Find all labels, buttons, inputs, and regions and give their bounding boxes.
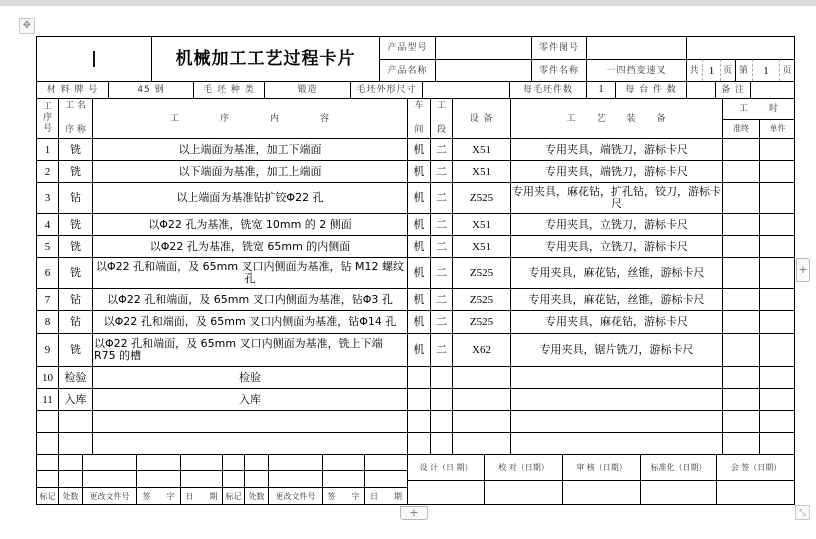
cell-op-content[interactable] bbox=[92, 432, 407, 454]
cell-op-content[interactable]: 检验 bbox=[92, 366, 407, 388]
change-record-cell[interactable] bbox=[82, 470, 136, 487]
change-record-cell[interactable] bbox=[364, 470, 407, 487]
cell-tooling[interactable]: 专用夹具，端铣刀，游标卡尺 bbox=[510, 138, 722, 160]
cell-workshop[interactable]: 机 bbox=[407, 160, 430, 182]
product-name-value[interactable] bbox=[435, 59, 531, 81]
total-pages-value[interactable]: 1 bbox=[702, 59, 720, 81]
add-row-button[interactable]: + bbox=[400, 506, 428, 520]
col-header-workshop bbox=[407, 98, 430, 138]
cell-op-name[interactable]: 钻 bbox=[58, 310, 92, 333]
card-title: 机械加工工艺过程卡片 bbox=[151, 36, 379, 81]
table-right-border bbox=[794, 36, 795, 505]
part-drawing-no-label: 零件图号 bbox=[531, 36, 586, 59]
pieces-per-unit-value[interactable] bbox=[686, 81, 715, 98]
cell-op-name[interactable]: 铣 bbox=[58, 160, 92, 182]
cell-op-name[interactable]: 铣 bbox=[58, 213, 92, 235]
cell-hours-prep[interactable] bbox=[722, 288, 759, 310]
col-header-op-name bbox=[58, 98, 92, 138]
cell-section[interactable] bbox=[430, 432, 452, 454]
col-header-section bbox=[430, 98, 452, 138]
cell-hours-prep[interactable] bbox=[722, 432, 759, 454]
cell-tooling[interactable]: 专用夹具，麻花钻，扩孔钻，铰刀，游标卡尺 bbox=[510, 182, 722, 213]
col-header-tooling: 工 艺 装 备 bbox=[510, 98, 722, 138]
cell-op-content[interactable]: 以Φ22 孔为基准，铣宽 10mm 的 2 侧面 bbox=[92, 213, 407, 235]
change-record-header: 处数 bbox=[58, 487, 82, 505]
cell-section[interactable]: 二 bbox=[430, 235, 452, 257]
cell-op-no[interactable]: 5 bbox=[36, 235, 58, 257]
cell-op-no[interactable]: 7 bbox=[36, 288, 58, 310]
cell-tooling[interactable]: 专用夹具，立铣刀，游标卡尺 bbox=[510, 235, 722, 257]
add-column-button[interactable]: + bbox=[796, 258, 810, 282]
cell-op-content[interactable]: 以Φ22 孔和端面，及 65mm 叉口内侧面为基准，铣上下端 R75 的槽 bbox=[92, 333, 407, 366]
approval-signature-cell[interactable] bbox=[407, 480, 484, 505]
page-no-value[interactable]: 1 bbox=[752, 59, 779, 81]
change-record-header: 标记 bbox=[36, 487, 58, 505]
cell-op-name[interactable]: 钻 bbox=[58, 288, 92, 310]
cell-tooling[interactable]: 专用夹具，麻花钻，丝锥，游标卡尺 bbox=[510, 257, 722, 288]
col-header-content: 工 序 内 容 bbox=[92, 98, 407, 138]
app-top-bar bbox=[0, 0, 816, 6]
col-header-hours-prep: 准终 bbox=[722, 119, 759, 138]
cell-tooling[interactable]: 专用夹具，端铣刀，游标卡尺 bbox=[510, 160, 722, 182]
col-header-hours: 工 时 bbox=[722, 98, 795, 119]
change-record-cell[interactable] bbox=[58, 470, 82, 487]
cell-op-name[interactable] bbox=[58, 432, 92, 454]
cell-op-name[interactable]: 钻 bbox=[58, 182, 92, 213]
change-record-cell[interactable] bbox=[268, 454, 322, 470]
total-pages-unit: 页 bbox=[720, 59, 735, 81]
cell-hours-unit[interactable] bbox=[759, 138, 795, 160]
approval-label: 审 核（日期） bbox=[562, 454, 640, 480]
cell-workshop[interactable]: 机 bbox=[407, 213, 430, 235]
cell-equipment[interactable]: X51 bbox=[452, 235, 510, 257]
cell-hours-unit[interactable] bbox=[759, 235, 795, 257]
col-header-hours-unit: 单件 bbox=[759, 119, 795, 138]
cell-op-no[interactable]: 3 bbox=[36, 182, 58, 213]
cell-hours-prep[interactable] bbox=[722, 213, 759, 235]
col-header-op-name-top: 工 名 bbox=[65, 101, 86, 111]
cell-equipment[interactable]: X51 bbox=[452, 213, 510, 235]
cell-workshop[interactable]: 机 bbox=[407, 288, 430, 310]
product-model-value[interactable] bbox=[435, 36, 531, 59]
cell-op-content[interactable]: 以Φ22 孔和端面，及 65mm 叉口内侧面为基准，钻 M12 螺纹孔 bbox=[92, 257, 407, 288]
cell-op-no[interactable]: 1 bbox=[36, 138, 58, 160]
table-resize-handle-icon[interactable]: ⤡ bbox=[795, 505, 810, 520]
part-name-value[interactable]: 一四挡变速叉 bbox=[586, 59, 686, 81]
blank-size-value[interactable] bbox=[422, 81, 509, 98]
cell-tooling[interactable]: 专用夹具，麻花钻，丝锥，游标卡尺 bbox=[510, 288, 722, 310]
cell-equipment[interactable] bbox=[452, 432, 510, 454]
cell-tooling[interactable]: 专用夹具，立铣刀，游标卡尺 bbox=[510, 213, 722, 235]
cell-equipment[interactable]: X51 bbox=[452, 138, 510, 160]
cell-section[interactable] bbox=[430, 410, 452, 432]
page-no-label: 第 bbox=[735, 59, 752, 81]
cell-op-name[interactable]: 铣 bbox=[58, 257, 92, 288]
cell-op-no[interactable]: 9 bbox=[36, 333, 58, 366]
blank-size-label: 毛坯外形尺寸 bbox=[350, 81, 422, 98]
text-cursor bbox=[93, 51, 95, 67]
change-record-header: 签 字 bbox=[322, 487, 364, 505]
cell-tooling[interactable] bbox=[510, 388, 722, 410]
total-pages-label: 共 bbox=[686, 59, 702, 81]
part-name-label: 零件名称 bbox=[531, 59, 586, 81]
cell-hours-unit[interactable] bbox=[759, 310, 795, 333]
col-header-op-name-bottom: 序 称 bbox=[65, 125, 86, 135]
cell-workshop[interactable] bbox=[407, 366, 430, 388]
cell-hours-prep[interactable] bbox=[722, 310, 759, 333]
cell-workshop[interactable] bbox=[407, 410, 430, 432]
blank-type-value[interactable]: 锻造 bbox=[264, 81, 350, 98]
cell-op-no[interactable]: 2 bbox=[36, 160, 58, 182]
cell-equipment[interactable] bbox=[452, 366, 510, 388]
cell-hours-prep[interactable] bbox=[722, 182, 759, 213]
pieces-per-unit-label: 每 台 件 数 bbox=[615, 81, 686, 98]
cell-hours-prep[interactable] bbox=[722, 138, 759, 160]
cell-equipment[interactable] bbox=[452, 410, 510, 432]
cell-section[interactable]: 二 bbox=[430, 138, 452, 160]
cell-tooling[interactable] bbox=[510, 410, 722, 432]
change-record-cell[interactable] bbox=[244, 470, 268, 487]
cell-op-name[interactable]: 铣 bbox=[58, 138, 92, 160]
cell-hours-prep[interactable] bbox=[722, 333, 759, 366]
cell-equipment[interactable]: Z525 bbox=[452, 288, 510, 310]
approval-signature-cell[interactable] bbox=[640, 480, 716, 505]
cell-op-content[interactable]: 入库 bbox=[92, 388, 407, 410]
cell-equipment[interactable]: X62 bbox=[452, 333, 510, 366]
cell-hours-unit[interactable] bbox=[759, 388, 795, 410]
change-record-cell[interactable] bbox=[180, 470, 222, 487]
cell-op-content[interactable]: 以Φ22 孔为基准，铣宽 65mm 的内侧面 bbox=[92, 235, 407, 257]
change-record-cell[interactable] bbox=[268, 470, 322, 487]
logo-cell[interactable] bbox=[36, 36, 151, 81]
approval-signature-cell[interactable] bbox=[484, 480, 562, 505]
cell-section[interactable] bbox=[430, 366, 452, 388]
change-record-cell[interactable] bbox=[36, 454, 58, 470]
remarks-label: 备 注 bbox=[715, 81, 750, 98]
product-name-label: 产品名称 bbox=[379, 59, 435, 81]
col-header-op-no bbox=[36, 98, 58, 138]
cell-workshop[interactable]: 机 bbox=[407, 257, 430, 288]
cell-op-no[interactable]: 8 bbox=[36, 310, 58, 333]
change-record-cell[interactable] bbox=[136, 454, 180, 470]
cell-op-name[interactable]: 入库 bbox=[58, 388, 92, 410]
change-record-header: 标记 bbox=[222, 487, 244, 505]
cell-workshop[interactable]: 机 bbox=[407, 310, 430, 333]
change-record-cell[interactable] bbox=[58, 454, 82, 470]
cell-op-content[interactable]: 以上端面为基准，加工下端面 bbox=[92, 138, 407, 160]
cell-section[interactable]: 二 bbox=[430, 213, 452, 235]
cell-hours-unit[interactable] bbox=[759, 160, 795, 182]
change-record-cell[interactable] bbox=[244, 454, 268, 470]
cell-tooling[interactable]: 专用夹具，麻花钻，游标卡尺 bbox=[510, 310, 722, 333]
cell-hours-unit[interactable] bbox=[759, 288, 795, 310]
cell-op-no[interactable]: 4 bbox=[36, 213, 58, 235]
cell-workshop[interactable]: 机 bbox=[407, 182, 430, 213]
approval-label: 标准化（日期） bbox=[640, 454, 716, 480]
change-record-cell[interactable] bbox=[322, 454, 364, 470]
cell-hours-unit[interactable] bbox=[759, 182, 795, 213]
change-record-cell[interactable] bbox=[222, 454, 244, 470]
change-record-header: 日 期 bbox=[364, 487, 407, 505]
col-header-op-no-char: 号 bbox=[42, 124, 52, 134]
cell-op-content[interactable]: 以下端面为基准，加工上端面 bbox=[92, 160, 407, 182]
table-bottom-border bbox=[36, 504, 795, 505]
change-record-cell[interactable] bbox=[322, 470, 364, 487]
change-record-cell[interactable] bbox=[136, 470, 180, 487]
cell-equipment[interactable]: Z525 bbox=[452, 257, 510, 288]
col-header-section-bottom: 段 bbox=[436, 125, 446, 135]
change-record-cell[interactable] bbox=[180, 454, 222, 470]
cell-section[interactable]: 二 bbox=[430, 288, 452, 310]
approval-signature-cell[interactable] bbox=[562, 480, 640, 505]
change-record-cell[interactable] bbox=[36, 470, 58, 487]
header-extra-cell[interactable] bbox=[686, 36, 795, 59]
remarks-value[interactable] bbox=[750, 81, 795, 98]
cell-section[interactable]: 二 bbox=[430, 182, 452, 213]
cell-workshop[interactable]: 机 bbox=[407, 235, 430, 257]
cell-workshop[interactable] bbox=[407, 432, 430, 454]
pieces-per-blank-value[interactable]: 1 bbox=[586, 81, 615, 98]
col-header-workshop-bottom: 间 bbox=[414, 125, 424, 135]
cell-workshop[interactable]: 机 bbox=[407, 138, 430, 160]
approval-signature-cell[interactable] bbox=[716, 480, 795, 505]
cell-section[interactable]: 二 bbox=[430, 310, 452, 333]
cell-hours-prep[interactable] bbox=[722, 235, 759, 257]
cell-hours-prep[interactable] bbox=[722, 366, 759, 388]
cell-op-name[interactable] bbox=[58, 410, 92, 432]
cell-op-name[interactable]: 铣 bbox=[58, 235, 92, 257]
cell-op-content[interactable]: 以Φ22 孔和端面，及 65mm 叉口内侧面为基准，钻Φ14 孔 bbox=[92, 310, 407, 333]
change-record-cell[interactable] bbox=[364, 454, 407, 470]
cell-op-no[interactable]: 10 bbox=[36, 366, 58, 388]
cell-section[interactable]: 二 bbox=[430, 333, 452, 366]
cell-hours-prep[interactable] bbox=[722, 410, 759, 432]
approval-label: 校 对（日期） bbox=[484, 454, 562, 480]
cell-section[interactable]: 二 bbox=[430, 257, 452, 288]
change-record-header: 更改文件号 bbox=[268, 487, 322, 505]
cell-hours-unit[interactable] bbox=[759, 366, 795, 388]
cell-section[interactable]: 二 bbox=[430, 160, 452, 182]
blank-type-label: 毛 坯 种 类 bbox=[193, 81, 264, 98]
cell-workshop[interactable] bbox=[407, 388, 430, 410]
pieces-per-blank-label: 每毛坯件数 bbox=[509, 81, 586, 98]
cell-hours-unit[interactable] bbox=[759, 257, 795, 288]
cell-equipment[interactable] bbox=[452, 388, 510, 410]
table-move-handle-icon[interactable]: ✥ bbox=[19, 18, 35, 34]
cell-workshop[interactable]: 机 bbox=[407, 333, 430, 366]
col-header-equipment: 设 备 bbox=[452, 98, 510, 138]
change-record-header: 日 期 bbox=[180, 487, 222, 505]
change-record-cell[interactable] bbox=[82, 454, 136, 470]
cell-hours-unit[interactable] bbox=[759, 410, 795, 432]
approval-label: 会 签（日期） bbox=[716, 454, 795, 480]
change-record-cell[interactable] bbox=[222, 470, 244, 487]
cell-hours-prep[interactable] bbox=[722, 257, 759, 288]
cell-op-name[interactable]: 检验 bbox=[58, 366, 92, 388]
col-header-section-top: 工 bbox=[436, 101, 446, 111]
cell-equipment[interactable]: Z525 bbox=[452, 310, 510, 333]
col-header-op-no-char: 序 bbox=[42, 113, 52, 123]
cell-hours-prep[interactable] bbox=[722, 388, 759, 410]
approval-label: 设 计（日 期） bbox=[407, 454, 484, 480]
cell-tooling[interactable] bbox=[510, 432, 722, 454]
cell-op-content[interactable]: 以Φ22 孔和端面，及 65mm 叉口内侧面为基准，钻Φ3 孔 bbox=[92, 288, 407, 310]
product-model-label: 产品型号 bbox=[379, 36, 435, 59]
cell-hours-prep[interactable] bbox=[722, 160, 759, 182]
cell-equipment[interactable]: Z525 bbox=[452, 182, 510, 213]
cell-op-content[interactable]: 以上端面为基准钻扩铰Φ22 孔 bbox=[92, 182, 407, 213]
cell-op-no[interactable] bbox=[36, 432, 58, 454]
cell-op-no[interactable] bbox=[36, 410, 58, 432]
change-record-header: 处数 bbox=[244, 487, 268, 505]
col-header-op-no-char: 工 bbox=[42, 102, 52, 112]
material-value[interactable]: 45 钢 bbox=[108, 81, 193, 98]
cell-equipment[interactable]: X51 bbox=[452, 160, 510, 182]
material-label: 材 料 牌 号 bbox=[36, 81, 108, 98]
cell-tooling[interactable] bbox=[510, 366, 722, 388]
change-record-header: 签 字 bbox=[136, 487, 180, 505]
cell-op-no[interactable]: 6 bbox=[36, 257, 58, 288]
change-record-header: 更改文件号 bbox=[82, 487, 136, 505]
cell-hours-unit[interactable] bbox=[759, 333, 795, 366]
cell-section[interactable] bbox=[430, 388, 452, 410]
cell-op-name[interactable]: 铣 bbox=[58, 333, 92, 366]
col-header-workshop-top: 车 bbox=[414, 101, 424, 111]
cell-hours-unit[interactable] bbox=[759, 432, 795, 454]
cell-tooling[interactable]: 专用夹具，锯片铣刀，游标卡尺 bbox=[510, 333, 722, 366]
cell-op-content[interactable] bbox=[92, 410, 407, 432]
cell-op-no[interactable]: 11 bbox=[36, 388, 58, 410]
part-drawing-no-value[interactable] bbox=[586, 36, 686, 59]
cell-hours-unit[interactable] bbox=[759, 213, 795, 235]
page-no-unit: 页 bbox=[779, 59, 795, 81]
